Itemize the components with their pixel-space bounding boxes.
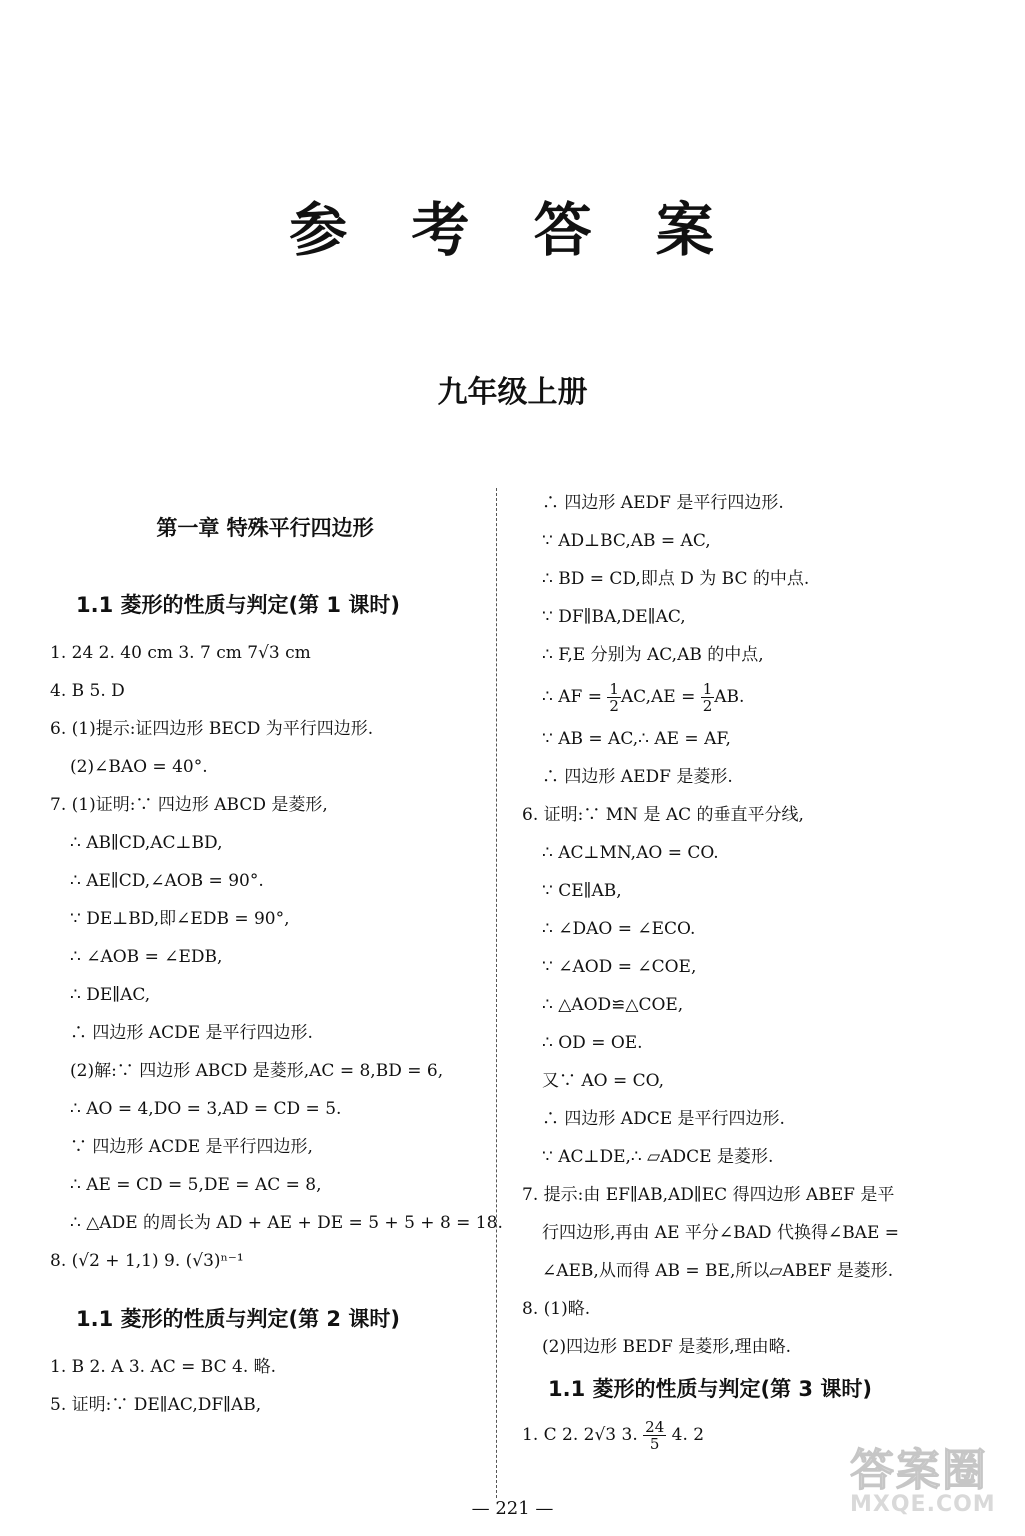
answer-line: ∴ 四边形 ADCE 是平行四边形. bbox=[542, 1109, 785, 1129]
section-heading-3: 1.1 菱形的性质与判定(第 3 课时) bbox=[548, 1377, 872, 1401]
answer-line: 7. 提示:由 EF∥AB,AD∥EC 得四边形 ABEF 是平 bbox=[522, 1185, 895, 1205]
answer-line: ∵ DE⊥BD,即∠EDB = 90°, bbox=[70, 909, 290, 929]
fraction bbox=[643, 1419, 666, 1452]
answer-line: ∴ 四边形 ACDE 是平行四边形. bbox=[70, 1023, 313, 1043]
text-run: ∴ AF = bbox=[542, 687, 608, 707]
answer-line: ∴ ∠AOB = ∠EDB, bbox=[70, 947, 223, 967]
denominator: 2 bbox=[702, 697, 713, 715]
answer-line: ∵ AD⊥BC,AB = AC, bbox=[542, 531, 711, 551]
answer-line: 6. (1)提示:证四边形 BECD 为平行四边形. bbox=[50, 719, 374, 739]
answer-line: 又∵ AO = CO, bbox=[542, 1071, 665, 1091]
section-heading-1: 1.1 菱形的性质与判定(第 1 课时) bbox=[76, 593, 400, 617]
answer-line: 5. 证明:∵ DE∥AC,DF∥AB, bbox=[50, 1395, 262, 1415]
text-run: 1. C 2. 2√3 3. bbox=[522, 1425, 644, 1445]
answer-line: ∴ BD = CD,即点 D 为 BC 的中点. bbox=[542, 569, 810, 589]
fraction bbox=[701, 681, 715, 714]
section-heading-2: 1.1 菱形的性质与判定(第 2 课时) bbox=[76, 1307, 400, 1331]
answer-line: (2)解:∵ 四边形 ABCD 是菱形,AC = 8,BD = 6, bbox=[70, 1061, 444, 1081]
left-column bbox=[50, 484, 503, 1424]
answer-line: 4. B 5. D bbox=[50, 681, 125, 701]
page-title: 参 考 答 案 bbox=[289, 196, 736, 264]
text-run: 4. 2 bbox=[666, 1425, 705, 1445]
answer-line: ∵ ∠AOD = ∠COE, bbox=[542, 957, 697, 977]
denominator: 5 bbox=[649, 1435, 660, 1453]
text-run: AB. bbox=[714, 687, 745, 707]
answer-line: ∴ AC⊥MN,AO = CO. bbox=[542, 843, 719, 863]
answer-line: 6. 证明:∵ MN 是 AC 的垂直平分线, bbox=[522, 805, 804, 825]
numerator: 1 bbox=[702, 680, 713, 698]
right-column bbox=[522, 484, 974, 1458]
numerator: 24 bbox=[645, 1418, 665, 1436]
fraction bbox=[607, 681, 621, 714]
answer-line: (2)∠BAO = 40°. bbox=[70, 757, 208, 777]
answer-line: ∴ 四边形 AEDF 是平行四边形. bbox=[542, 493, 784, 513]
watermark-url: MXQE.COM bbox=[850, 1492, 996, 1517]
answer-line: ∴ △ADE 的周长为 AD + AE + DE = 5 + 5 + 8 = 18. bbox=[70, 1213, 503, 1233]
answer-line: ∠AEB,从而得 AB = BE,所以▱ABEF 是菱形. bbox=[542, 1261, 894, 1281]
answer-line: ∵ CE∥AB, bbox=[542, 881, 622, 901]
answer-line: (2)四边形 BEDF 是菱形,理由略. bbox=[542, 1337, 792, 1357]
answer-line: ∵ AB = AC,∴ AE = AF, bbox=[542, 729, 731, 749]
volume-title: 九年级上册 bbox=[437, 375, 588, 410]
answer-line: ∴ AE∥CD,∠AOB = 90°. bbox=[70, 871, 264, 891]
answer-line: 8. (√2 + 1,1) 9. (√3)ⁿ⁻¹ bbox=[50, 1251, 244, 1271]
text-run: AC,AE = bbox=[620, 687, 701, 707]
answer-line: ∴ ∠DAO = ∠ECO. bbox=[542, 919, 696, 939]
answer-line: ∴ △AOD≌△COE, bbox=[542, 995, 684, 1015]
answer-line: 1. B 2. A 3. AC = BC 4. 略. bbox=[50, 1357, 277, 1377]
answer-line: 行四边形,再由 AE 平分∠BAD 代换得∠BAE = bbox=[542, 1223, 900, 1243]
answer-line: ∴ AO = 4,DO = 3,AD = CD = 5. bbox=[70, 1099, 342, 1119]
answer-line: 1. 24 2. 40 cm 3. 7 cm 7√3 cm bbox=[50, 643, 311, 663]
answer-line: ∴ F,E 分别为 AC,AB 的中点, bbox=[542, 645, 764, 665]
answer-line: ∴ OD = OE. bbox=[542, 1033, 643, 1053]
answer-line: 8. (1)略. bbox=[522, 1299, 591, 1319]
answer-line-fraction bbox=[522, 674, 974, 720]
answer-line: ∴ 四边形 AEDF 是菱形. bbox=[542, 767, 733, 787]
denominator: 2 bbox=[609, 697, 619, 715]
answer-line: ∵ AC⊥DE,∴ ▱ADCE 是菱形. bbox=[542, 1147, 774, 1167]
watermark-logo-text: 答案圈 bbox=[850, 1445, 988, 1496]
numerator: 1 bbox=[609, 680, 619, 698]
page-number: — 221 — bbox=[471, 1498, 554, 1519]
column-divider bbox=[496, 488, 497, 1498]
chapter-heading: 第一章 特殊平行四边形 bbox=[156, 516, 374, 540]
answer-line: ∴ AE = CD = 5,DE = AC = 8, bbox=[70, 1175, 322, 1195]
answer-line: ∵ DF∥BA,DE∥AC, bbox=[542, 607, 686, 627]
answer-line: 7. (1)证明:∵ 四边形 ABCD 是菱形, bbox=[50, 795, 328, 815]
answer-line: ∵ 四边形 ACDE 是平行四边形, bbox=[70, 1137, 313, 1157]
answer-line: ∴ AB∥CD,AC⊥BD, bbox=[70, 833, 223, 853]
watermark-logo bbox=[850, 1434, 1010, 1530]
answer-line: ∴ DE∥AC, bbox=[70, 985, 151, 1005]
